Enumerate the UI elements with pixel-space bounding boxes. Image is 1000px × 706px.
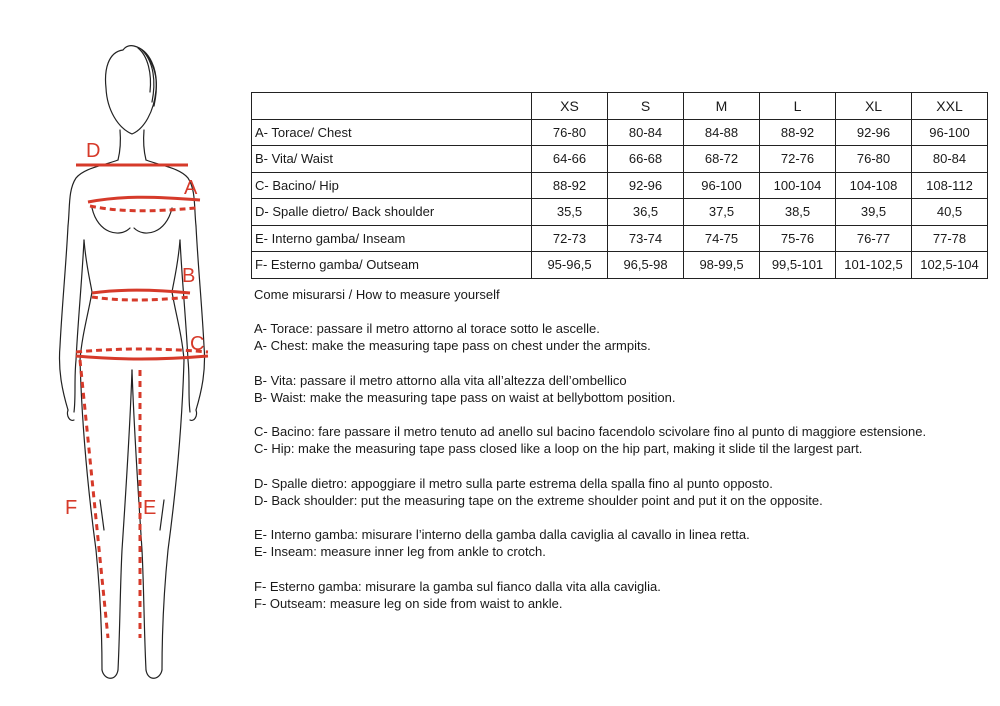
table-cell: 74-75 bbox=[684, 225, 760, 252]
measurement-label: A- Torace/ Chest bbox=[252, 119, 532, 146]
instruction-line-it: C- Bacino: fare passare il metro tenuto ad anello sul bacino facendolo scivolare fino al punto di maggiore estensione. bbox=[254, 424, 927, 439]
measuring-instructions bbox=[254, 286, 984, 629]
table-row bbox=[252, 172, 988, 199]
table-cell: 35,5 bbox=[532, 199, 608, 226]
instructions-heading: Come misurarsi / How to measure yourself bbox=[254, 287, 500, 302]
table-cell: 77-78 bbox=[912, 225, 988, 252]
table-row bbox=[252, 225, 988, 252]
measurement-label: F- Esterno gamba/ Outseam bbox=[252, 252, 532, 279]
instruction-line-en: F- Outseam: measure leg on side from waist to ankle. bbox=[254, 595, 563, 611]
table-cell: 92-96 bbox=[608, 172, 684, 199]
instruction-line-it: B- Vita: passare il metro attorno alla vita all’altezza dell’ombellico bbox=[254, 372, 627, 388]
measurement-label: C- Bacino/ Hip bbox=[252, 172, 532, 199]
table-cell: 64-66 bbox=[532, 146, 608, 173]
table-cell: 72-76 bbox=[760, 146, 836, 173]
measurement-label: D- Spalle dietro/ Back shoulder bbox=[252, 199, 532, 226]
table-cell: 99,5-101 bbox=[760, 252, 836, 279]
table-cell: 66-68 bbox=[608, 146, 684, 173]
table-row bbox=[252, 119, 988, 146]
table-cell: 80-84 bbox=[608, 119, 684, 146]
table-cell: 76-77 bbox=[836, 225, 912, 252]
label-a: A bbox=[184, 177, 198, 199]
table-cell: 108-112 bbox=[912, 172, 988, 199]
table-cell: 36,5 bbox=[608, 199, 684, 226]
table-cell: 76-80 bbox=[836, 146, 912, 173]
table-cell: 104-108 bbox=[836, 172, 912, 199]
table-cell: 98-99,5 bbox=[684, 252, 760, 279]
instruction-line-en: D- Back shoulder: put the measuring tape on the extreme shoulder point and put it on the opposite. bbox=[254, 492, 823, 508]
table-cell: 96-100 bbox=[912, 119, 988, 146]
measurement-label: E- Interno gamba/ Inseam bbox=[252, 225, 532, 252]
instruction-line-en: C- Hip: make the measuring tape pass closed like a loop on the hip part, making it slide til the largest part. bbox=[254, 441, 863, 456]
instruction-line-it: D- Spalle dietro: appoggiare il metro sulla parte estrema della spalla fino al punto opposto. bbox=[254, 475, 773, 491]
instruction-line-en: A- Chest: make the measuring tape pass on chest under the armpits. bbox=[254, 338, 651, 353]
instruction-line-en: E- Inseam: measure inner leg from ankle to crotch. bbox=[254, 544, 546, 559]
size-chart-table bbox=[251, 92, 988, 279]
label-d: D bbox=[86, 140, 101, 162]
instruction-block-back-shoulder bbox=[254, 475, 984, 509]
table-cell: 80-84 bbox=[912, 146, 988, 173]
table-cell: 84-88 bbox=[684, 119, 760, 146]
table-cell: 39,5 bbox=[836, 199, 912, 226]
instruction-block-hip bbox=[254, 423, 984, 457]
instruction-block-outseam bbox=[254, 578, 984, 612]
table-cell: 96,5-98 bbox=[608, 252, 684, 279]
label-b: B bbox=[182, 265, 196, 287]
table-cell: 40,5 bbox=[912, 199, 988, 226]
instruction-line-it: A- Torace: passare il metro attorno al torace sotto le ascelle. bbox=[254, 321, 600, 336]
table-cell: 38,5 bbox=[760, 199, 836, 226]
size-header-cell: XXL bbox=[912, 93, 988, 120]
label-e: E bbox=[143, 497, 157, 519]
table-cell: 102,5-104 bbox=[912, 252, 988, 279]
size-header-cell: L bbox=[760, 93, 836, 120]
instruction-line-en: B- Waist: make the measuring tape pass on waist at bellybottom position. bbox=[254, 389, 676, 405]
label-c: C bbox=[190, 333, 205, 355]
size-header-row bbox=[252, 93, 988, 120]
size-header-cell: S bbox=[608, 93, 684, 120]
body-measurement-figure bbox=[40, 30, 250, 690]
table-cell: 96-100 bbox=[684, 172, 760, 199]
table-row bbox=[252, 252, 988, 279]
size-header-cell: XL bbox=[836, 93, 912, 120]
table-cell: 100-104 bbox=[760, 172, 836, 199]
table-cell: 68-72 bbox=[684, 146, 760, 173]
instruction-block-waist bbox=[254, 372, 984, 406]
table-cell: 88-92 bbox=[532, 172, 608, 199]
instruction-block-chest bbox=[254, 320, 984, 354]
measurement-label: B- Vita/ Waist bbox=[252, 146, 532, 173]
table-cell: 88-92 bbox=[760, 119, 836, 146]
instruction-line-it: E- Interno gamba: misurare l’interno della gamba dalla caviglia al cavallo in linea retta. bbox=[254, 527, 750, 542]
table-cell: 95-96,5 bbox=[532, 252, 608, 279]
body-outline-illustration bbox=[40, 30, 250, 690]
size-header-corner bbox=[252, 93, 532, 120]
table-row bbox=[252, 199, 988, 226]
table-cell: 37,5 bbox=[684, 199, 760, 226]
instruction-block-inseam bbox=[254, 526, 984, 560]
instruction-line-it: F- Esterno gamba: misurare la gamba sul fianco dalla vita alla caviglia. bbox=[254, 578, 661, 594]
size-header-cell: M bbox=[684, 93, 760, 120]
table-cell: 73-74 bbox=[608, 225, 684, 252]
size-header-cell: XS bbox=[532, 93, 608, 120]
table-cell: 92-96 bbox=[836, 119, 912, 146]
table-cell: 72-73 bbox=[532, 225, 608, 252]
table-cell: 101-102,5 bbox=[836, 252, 912, 279]
table-row bbox=[252, 146, 988, 173]
label-f: F bbox=[65, 497, 78, 519]
table-cell: 75-76 bbox=[760, 225, 836, 252]
table-cell: 76-80 bbox=[532, 119, 608, 146]
